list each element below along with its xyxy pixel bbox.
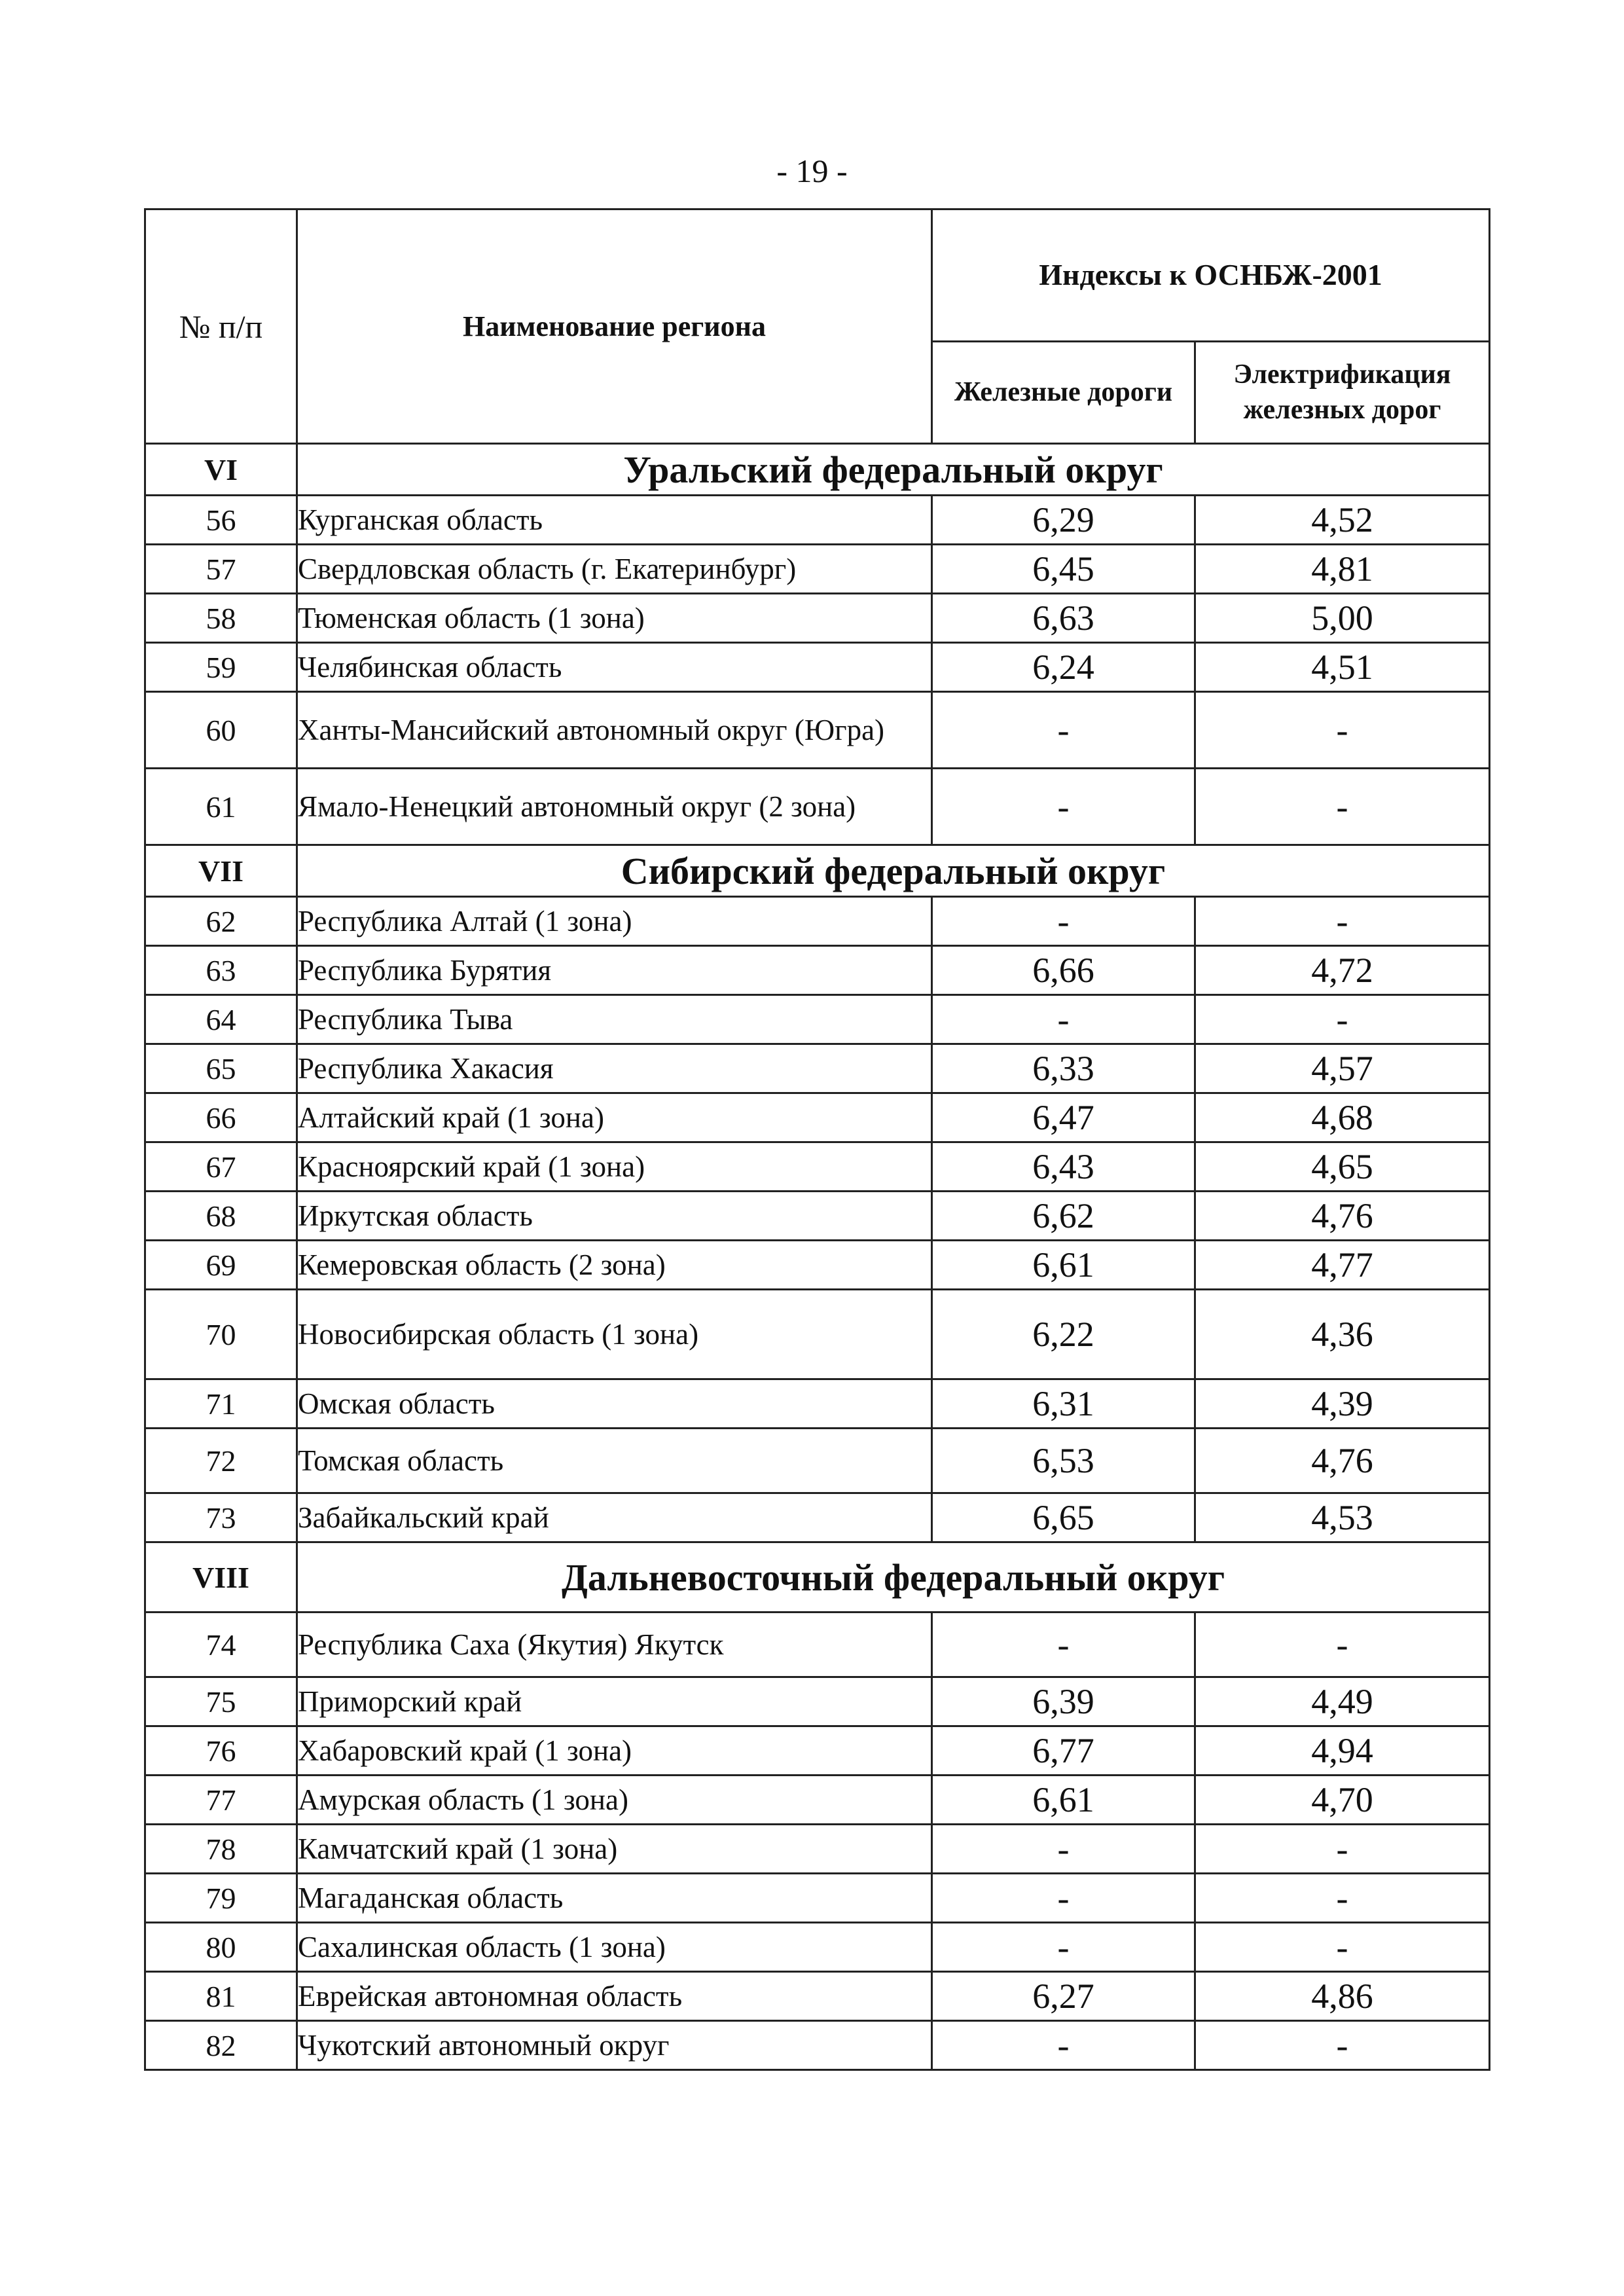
electrification-index: 5,00 xyxy=(1195,594,1490,643)
row-number: 68 xyxy=(145,1192,297,1241)
region-name: Республика Бурятия xyxy=(297,946,932,995)
region-name: Омская область xyxy=(297,1379,932,1429)
electrification-index: - xyxy=(1195,1825,1490,1874)
region-name: Приморский край xyxy=(297,1677,932,1726)
railway-index: - xyxy=(932,995,1195,1044)
header-region-name: Наименование региона xyxy=(297,210,932,444)
table-row xyxy=(145,1923,1490,1972)
railway-index: 6,22 xyxy=(932,1290,1195,1379)
section-roman: VII xyxy=(145,845,297,897)
railway-index: - xyxy=(932,769,1195,845)
electrification-index: - xyxy=(1195,1923,1490,1972)
electrification-index: 4,68 xyxy=(1195,1093,1490,1142)
section-roman: VIII xyxy=(145,1542,297,1613)
railway-index: 6,31 xyxy=(932,1379,1195,1429)
row-number: 70 xyxy=(145,1290,297,1379)
railway-index: 6,47 xyxy=(932,1093,1195,1142)
row-number: 67 xyxy=(145,1142,297,1192)
electrification-index: 4,52 xyxy=(1195,496,1490,545)
table-row xyxy=(145,594,1490,643)
region-name: Томская область xyxy=(297,1429,932,1493)
row-number: 71 xyxy=(145,1379,297,1429)
header-railways: Железные дороги xyxy=(932,341,1195,443)
region-name: Сахалинская область (1 зона) xyxy=(297,1923,932,1972)
row-number: 75 xyxy=(145,1677,297,1726)
region-name: Иркутская область xyxy=(297,1192,932,1241)
region-name: Хабаровский край (1 зона) xyxy=(297,1726,932,1776)
electrification-index: - xyxy=(1195,1874,1490,1923)
electrification-index: - xyxy=(1195,995,1490,1044)
electrification-index: - xyxy=(1195,769,1490,845)
section-roman: VI xyxy=(145,444,297,496)
electrification-index: 4,76 xyxy=(1195,1429,1490,1493)
electrification-index: 4,36 xyxy=(1195,1290,1490,1379)
railway-index: 6,63 xyxy=(932,594,1195,643)
railway-index: 6,62 xyxy=(932,1192,1195,1241)
region-name: Республика Тыва xyxy=(297,995,932,1044)
section-ural xyxy=(145,444,1490,845)
region-name: Республика Саха (Якутия) Якутск xyxy=(297,1613,932,1677)
table-row xyxy=(145,1613,1490,1677)
railway-index: 6,45 xyxy=(932,545,1195,594)
region-name: Красноярский край (1 зона) xyxy=(297,1142,932,1192)
electrification-index: 4,77 xyxy=(1195,1241,1490,1290)
table-row xyxy=(145,1290,1490,1379)
table-row xyxy=(145,643,1490,692)
regions-index-table xyxy=(144,208,1490,2071)
electrification-index: - xyxy=(1195,692,1490,769)
table-row xyxy=(145,1241,1490,1290)
table-row xyxy=(145,769,1490,845)
table-row xyxy=(145,1493,1490,1542)
section-far-eastern xyxy=(145,1542,1490,2070)
electrification-index: 4,57 xyxy=(1195,1044,1490,1093)
railway-index: - xyxy=(932,897,1195,946)
railway-index: 6,65 xyxy=(932,1493,1195,1542)
row-number: 77 xyxy=(145,1776,297,1825)
row-number: 79 xyxy=(145,1874,297,1923)
region-name: Забайкальский край xyxy=(297,1493,932,1542)
row-number: 57 xyxy=(145,545,297,594)
electrification-index: - xyxy=(1195,897,1490,946)
section-title: Дальневосточный федеральный округ xyxy=(297,1542,1490,1613)
region-name: Ямало-Ненецкий автономный округ (2 зона) xyxy=(297,769,932,845)
railway-index: - xyxy=(932,1613,1195,1677)
page-number: - 19 - xyxy=(776,153,848,189)
region-name: Республика Хакасия xyxy=(297,1044,932,1093)
region-name: Камчатский край (1 зона) xyxy=(297,1825,932,1874)
header-number: № п/п xyxy=(145,210,297,444)
section-header xyxy=(145,845,1490,897)
region-name: Челябинская область xyxy=(297,643,932,692)
table-row xyxy=(145,496,1490,545)
electrification-index: - xyxy=(1195,2021,1490,2070)
row-number: 65 xyxy=(145,1044,297,1093)
electrification-index: 4,81 xyxy=(1195,545,1490,594)
electrification-index: - xyxy=(1195,1613,1490,1677)
region-name: Магаданская область xyxy=(297,1874,932,1923)
row-number: 82 xyxy=(145,2021,297,2070)
section-title: Сибирский федеральный округ xyxy=(297,845,1490,897)
railway-index: 6,24 xyxy=(932,643,1195,692)
row-number: 62 xyxy=(145,897,297,946)
row-number: 58 xyxy=(145,594,297,643)
electrification-index: 4,86 xyxy=(1195,1972,1490,2021)
railway-index: 6,29 xyxy=(932,496,1195,545)
railway-index: 6,53 xyxy=(932,1429,1195,1493)
table-row xyxy=(145,1192,1490,1241)
electrification-index: 4,39 xyxy=(1195,1379,1490,1429)
table-row xyxy=(145,1825,1490,1874)
railway-index: 6,77 xyxy=(932,1726,1195,1776)
header-index-group: Индексы к ОСНБЖ-2001 xyxy=(932,210,1490,342)
railway-index: - xyxy=(932,1874,1195,1923)
railway-index: - xyxy=(932,1825,1195,1874)
table-row xyxy=(145,897,1490,946)
row-number: 69 xyxy=(145,1241,297,1290)
region-name: Чукотский автономный округ xyxy=(297,2021,932,2070)
section-header xyxy=(145,444,1490,496)
section-header xyxy=(145,1542,1490,1613)
table-row xyxy=(145,2021,1490,2070)
region-name: Свердловская область (г. Екатеринбург) xyxy=(297,545,932,594)
section-title: Уральский федеральный округ xyxy=(297,444,1490,496)
electrification-index: 4,53 xyxy=(1195,1493,1490,1542)
row-number: 66 xyxy=(145,1093,297,1142)
table-row xyxy=(145,1044,1490,1093)
region-name: Алтайский край (1 зона) xyxy=(297,1093,932,1142)
table-row xyxy=(145,1379,1490,1429)
table-row xyxy=(145,1972,1490,2021)
region-name: Новосибирская область (1 зона) xyxy=(297,1290,932,1379)
region-name: Амурская область (1 зона) xyxy=(297,1776,932,1825)
electrification-index: 4,72 xyxy=(1195,946,1490,995)
railway-index: 6,61 xyxy=(932,1241,1195,1290)
table-row xyxy=(145,1142,1490,1192)
region-name: Ханты-Мансийский автономный округ (Югра) xyxy=(297,692,932,769)
region-name: Курганская область xyxy=(297,496,932,545)
row-number: 73 xyxy=(145,1493,297,1542)
row-number: 59 xyxy=(145,643,297,692)
table-row xyxy=(145,995,1490,1044)
table-row xyxy=(145,545,1490,594)
railway-index: 6,66 xyxy=(932,946,1195,995)
header-electrification: Электрификация железных дорог xyxy=(1195,341,1490,443)
electrification-index: 4,65 xyxy=(1195,1142,1490,1192)
row-number: 80 xyxy=(145,1923,297,1972)
electrification-index: 4,49 xyxy=(1195,1677,1490,1726)
row-number: 74 xyxy=(145,1613,297,1677)
row-number: 76 xyxy=(145,1726,297,1776)
row-number: 60 xyxy=(145,692,297,769)
row-number: 61 xyxy=(145,769,297,845)
region-name: Республика Алтай (1 зона) xyxy=(297,897,932,946)
table-row xyxy=(145,1093,1490,1142)
electrification-index: 4,94 xyxy=(1195,1726,1490,1776)
region-name: Еврейская автономная область xyxy=(297,1972,932,2021)
table-row xyxy=(145,1677,1490,1726)
railway-index: 6,43 xyxy=(932,1142,1195,1192)
electrification-index: 4,51 xyxy=(1195,643,1490,692)
electrification-index: 4,76 xyxy=(1195,1192,1490,1241)
table-row xyxy=(145,946,1490,995)
railway-index: 6,39 xyxy=(932,1677,1195,1726)
section-siberian xyxy=(145,845,1490,1542)
table-row xyxy=(145,1874,1490,1923)
region-name: Тюменская область (1 зона) xyxy=(297,594,932,643)
table-row xyxy=(145,1429,1490,1493)
row-number: 72 xyxy=(145,1429,297,1493)
row-number: 81 xyxy=(145,1972,297,2021)
railway-index: 6,33 xyxy=(932,1044,1195,1093)
railway-index: 6,61 xyxy=(932,1776,1195,1825)
row-number: 64 xyxy=(145,995,297,1044)
table-row xyxy=(145,1726,1490,1776)
region-name: Кемеровская область (2 зона) xyxy=(297,1241,932,1290)
row-number: 78 xyxy=(145,1825,297,1874)
railway-index: 6,27 xyxy=(932,1972,1195,2021)
row-number: 56 xyxy=(145,496,297,545)
electrification-index: 4,70 xyxy=(1195,1776,1490,1825)
row-number: 63 xyxy=(145,946,297,995)
table-row xyxy=(145,692,1490,769)
table-row xyxy=(145,1776,1490,1825)
railway-index: - xyxy=(932,692,1195,769)
railway-index: - xyxy=(932,1923,1195,1972)
railway-index: - xyxy=(932,2021,1195,2070)
